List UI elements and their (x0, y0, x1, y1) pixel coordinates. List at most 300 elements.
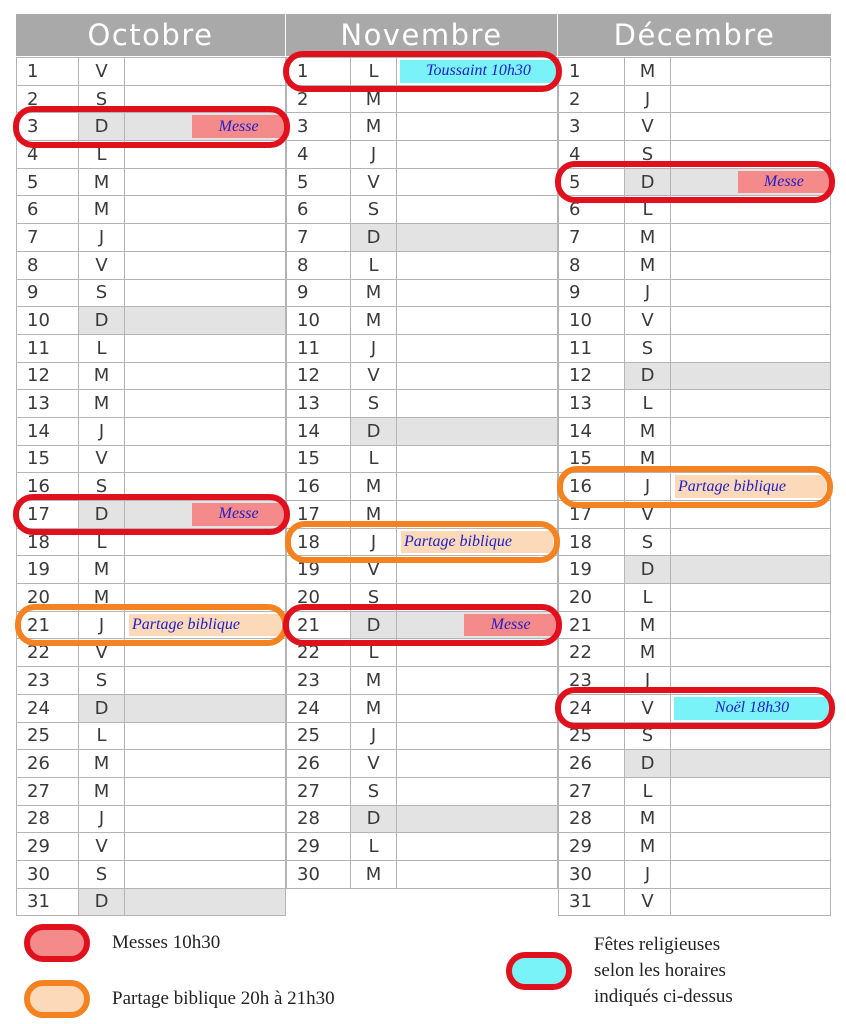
day-number: 28 (287, 805, 351, 833)
weekday-letter: J (625, 667, 671, 695)
day-row (559, 334, 831, 362)
day-row (287, 805, 558, 833)
event-cell (671, 639, 831, 667)
day-row (287, 501, 558, 529)
day-row (17, 611, 286, 639)
day-number: 21 (287, 611, 351, 639)
day-number: 2 (287, 85, 351, 113)
weekday-letter: L (625, 390, 671, 418)
day-number: 1 (559, 58, 625, 86)
day-row (559, 805, 831, 833)
messe-event-label: Messe (192, 503, 285, 526)
day-number: 16 (287, 473, 351, 501)
weekday-letter: V (351, 168, 397, 196)
messe-event-label: Messe (192, 115, 285, 138)
day-number: 15 (287, 445, 351, 473)
day-number: 6 (17, 196, 79, 224)
weekday-letter: D (79, 694, 125, 722)
event-cell (125, 611, 286, 639)
weekday-letter: M (79, 196, 125, 224)
day-number: 15 (559, 445, 625, 473)
day-number: 11 (17, 334, 79, 362)
day-row (17, 251, 286, 279)
day-number: 6 (559, 196, 625, 224)
day-row (17, 805, 286, 833)
event-cell (125, 722, 286, 750)
fete-event-label: Toussaint 10h30 (400, 60, 557, 83)
day-row (287, 168, 558, 196)
event-cell (397, 473, 558, 501)
day-number: 7 (17, 224, 79, 252)
day-row (287, 528, 558, 556)
day-number: 4 (559, 141, 625, 169)
weekday-letter: L (625, 196, 671, 224)
event-cell (125, 860, 286, 888)
day-number: 17 (17, 501, 79, 529)
event-cell (671, 888, 831, 916)
day-row (17, 501, 286, 529)
weekday-letter: M (79, 584, 125, 612)
event-cell (397, 334, 558, 362)
event-cell (671, 556, 831, 584)
event-cell (397, 694, 558, 722)
event-cell (125, 833, 286, 861)
weekday-letter: V (351, 750, 397, 778)
day-row (17, 584, 286, 612)
weekday-letter: J (79, 805, 125, 833)
day-number: 27 (287, 777, 351, 805)
day-number: 5 (287, 168, 351, 196)
day-row (559, 833, 831, 861)
weekday-letter: J (351, 141, 397, 169)
day-row (559, 694, 831, 722)
day-number: 27 (17, 777, 79, 805)
day-number: 20 (559, 584, 625, 612)
weekday-letter: M (79, 750, 125, 778)
event-cell (671, 528, 831, 556)
weekday-letter: L (625, 584, 671, 612)
calendar-novembre (286, 57, 558, 889)
event-cell (671, 501, 831, 529)
event-cell (397, 501, 558, 529)
weekday-letter: M (79, 556, 125, 584)
event-cell (125, 168, 286, 196)
weekday-letter: L (79, 722, 125, 750)
day-number: 6 (287, 196, 351, 224)
messe-event-label: Messe (464, 614, 557, 637)
day-number: 5 (17, 168, 79, 196)
weekday-letter: V (79, 58, 125, 86)
event-cell (671, 224, 831, 252)
day-number: 10 (287, 307, 351, 335)
weekday-letter: V (625, 113, 671, 141)
weekday-letter: D (79, 888, 125, 916)
event-cell (397, 168, 558, 196)
day-number: 30 (17, 860, 79, 888)
day-number: 25 (559, 722, 625, 750)
day-row (559, 224, 831, 252)
event-cell (397, 279, 558, 307)
weekday-letter: D (79, 113, 125, 141)
day-number: 16 (559, 473, 625, 501)
day-row (559, 279, 831, 307)
day-row (287, 58, 558, 86)
day-row (17, 722, 286, 750)
event-cell (397, 362, 558, 390)
day-row (559, 141, 831, 169)
event-cell (397, 860, 558, 888)
event-cell (671, 833, 831, 861)
event-cell (125, 473, 286, 501)
day-row (559, 58, 831, 86)
event-cell (397, 556, 558, 584)
day-row (287, 390, 558, 418)
day-row (559, 196, 831, 224)
event-cell (671, 196, 831, 224)
day-row (17, 362, 286, 390)
weekday-letter: J (79, 611, 125, 639)
day-number: 29 (287, 833, 351, 861)
day-number: 19 (559, 556, 625, 584)
day-number: 8 (559, 251, 625, 279)
weekday-letter: M (625, 639, 671, 667)
day-number: 23 (17, 667, 79, 695)
day-number: 11 (559, 334, 625, 362)
day-row (559, 390, 831, 418)
partage-event-label: Partage biblique (675, 475, 826, 498)
event-cell (671, 750, 831, 778)
weekday-letter: J (625, 473, 671, 501)
event-cell (671, 473, 831, 501)
weekday-letter: M (351, 667, 397, 695)
fete-event-label: Noël 18h30 (674, 697, 830, 720)
day-number: 7 (559, 224, 625, 252)
month-header-decembre: Décembre (558, 14, 831, 56)
day-row (287, 860, 558, 888)
event-cell (125, 307, 286, 335)
weekday-letter: L (351, 58, 397, 86)
legend-fetes-text (594, 932, 733, 1010)
legend-partage-label: Partage biblique 20h à 21h30 (112, 988, 335, 1009)
legend-messes-label: Messes 10h30 (112, 932, 221, 953)
event-cell (397, 805, 558, 833)
day-number: 12 (17, 362, 79, 390)
weekday-letter: S (79, 860, 125, 888)
partage-event-label: Partage biblique (401, 531, 553, 554)
day-row (17, 667, 286, 695)
day-row (287, 334, 558, 362)
day-row (17, 196, 286, 224)
event-cell (397, 58, 558, 86)
event-cell (671, 611, 831, 639)
day-row (287, 584, 558, 612)
day-number: 16 (17, 473, 79, 501)
day-row (559, 528, 831, 556)
day-number: 25 (287, 722, 351, 750)
day-number: 23 (559, 667, 625, 695)
weekday-letter: V (625, 888, 671, 916)
weekday-letter: M (625, 417, 671, 445)
event-cell (397, 141, 558, 169)
day-number: 1 (287, 58, 351, 86)
event-cell (397, 445, 558, 473)
day-number: 24 (17, 694, 79, 722)
weekday-letter: M (351, 307, 397, 335)
event-cell (125, 556, 286, 584)
legend-partage-swatch (24, 980, 90, 1018)
day-number: 15 (17, 445, 79, 473)
day-number: 12 (559, 362, 625, 390)
weekday-letter: D (625, 168, 671, 196)
day-number: 29 (559, 833, 625, 861)
day-row (287, 445, 558, 473)
event-cell (125, 584, 286, 612)
weekday-letter: J (79, 417, 125, 445)
event-cell (671, 417, 831, 445)
day-row (287, 362, 558, 390)
weekday-letter: S (79, 473, 125, 501)
day-row (559, 417, 831, 445)
event-cell (397, 251, 558, 279)
event-cell (671, 390, 831, 418)
day-row (559, 362, 831, 390)
event-cell (125, 58, 286, 86)
event-cell (397, 584, 558, 612)
calendar-octobre (16, 57, 286, 916)
day-row (559, 307, 831, 335)
event-cell (125, 694, 286, 722)
weekday-letter: V (625, 501, 671, 529)
event-cell (125, 251, 286, 279)
weekday-letter: M (625, 833, 671, 861)
event-cell (671, 694, 831, 722)
event-cell (397, 639, 558, 667)
weekday-letter: M (351, 279, 397, 307)
weekday-letter: L (625, 777, 671, 805)
day-row (287, 833, 558, 861)
day-row (559, 251, 831, 279)
event-cell (397, 196, 558, 224)
day-row (17, 85, 286, 113)
event-cell (397, 113, 558, 141)
day-row (17, 307, 286, 335)
day-row (559, 584, 831, 612)
day-row (287, 473, 558, 501)
weekday-letter: D (79, 501, 125, 529)
weekday-letter: S (351, 584, 397, 612)
weekday-letter: M (625, 805, 671, 833)
weekday-letter: M (625, 58, 671, 86)
weekday-letter: S (625, 141, 671, 169)
day-row (17, 417, 286, 445)
day-row (17, 694, 286, 722)
day-number: 5 (559, 168, 625, 196)
weekday-letter: M (351, 473, 397, 501)
weekday-letter: V (351, 362, 397, 390)
day-number: 26 (287, 750, 351, 778)
legend-fetes-line2: selon les horaires (594, 960, 726, 981)
event-cell (125, 279, 286, 307)
day-row (559, 473, 831, 501)
event-cell (397, 833, 558, 861)
day-row (17, 279, 286, 307)
weekday-letter: J (625, 85, 671, 113)
weekday-letter: M (79, 362, 125, 390)
weekday-letter: J (351, 334, 397, 362)
weekday-letter: D (625, 750, 671, 778)
weekday-letter: S (351, 196, 397, 224)
day-number: 14 (559, 417, 625, 445)
day-row (287, 279, 558, 307)
weekday-letter: L (351, 639, 397, 667)
day-number: 24 (287, 694, 351, 722)
day-number: 4 (287, 141, 351, 169)
event-cell (125, 639, 286, 667)
weekday-letter: V (79, 639, 125, 667)
day-row (287, 556, 558, 584)
day-number: 7 (287, 224, 351, 252)
event-cell (125, 888, 286, 916)
weekday-letter: D (351, 805, 397, 833)
day-row (17, 445, 286, 473)
weekday-letter: D (625, 362, 671, 390)
partage-event-label: Partage biblique (129, 614, 281, 637)
day-number: 10 (559, 307, 625, 335)
calendar-decembre (558, 57, 831, 916)
day-number: 18 (287, 528, 351, 556)
day-row (17, 528, 286, 556)
event-cell (671, 362, 831, 390)
day-number: 30 (559, 860, 625, 888)
day-row (287, 113, 558, 141)
event-cell (125, 805, 286, 833)
day-row (287, 750, 558, 778)
weekday-letter: S (79, 279, 125, 307)
event-cell (125, 113, 286, 141)
day-row (287, 141, 558, 169)
event-cell (671, 58, 831, 86)
messe-event-label: Messe (738, 171, 830, 194)
day-number: 26 (559, 750, 625, 778)
event-cell (125, 501, 286, 529)
weekday-letter: J (351, 528, 397, 556)
event-cell (125, 777, 286, 805)
day-row (287, 417, 558, 445)
day-number: 19 (287, 556, 351, 584)
day-row (17, 777, 286, 805)
weekday-letter: S (351, 390, 397, 418)
weekday-letter: D (351, 224, 397, 252)
event-cell (397, 667, 558, 695)
day-number: 28 (559, 805, 625, 833)
month-header-novembre: Novembre (286, 14, 557, 56)
day-row (287, 251, 558, 279)
event-cell (397, 390, 558, 418)
day-number: 1 (17, 58, 79, 86)
day-row (287, 196, 558, 224)
day-number: 8 (287, 251, 351, 279)
day-row (287, 639, 558, 667)
legend-fete-swatch (506, 952, 572, 990)
day-number: 19 (17, 556, 79, 584)
day-number: 3 (559, 113, 625, 141)
day-row (287, 611, 558, 639)
event-cell (671, 251, 831, 279)
weekday-letter: D (79, 307, 125, 335)
day-number: 18 (559, 528, 625, 556)
day-number: 28 (17, 805, 79, 833)
weekday-letter: S (625, 528, 671, 556)
event-cell (671, 279, 831, 307)
day-row (287, 722, 558, 750)
day-number: 13 (17, 390, 79, 418)
day-number: 31 (17, 888, 79, 916)
weekday-letter: J (351, 722, 397, 750)
day-row (559, 667, 831, 695)
event-cell (671, 584, 831, 612)
day-number: 3 (17, 113, 79, 141)
day-number: 3 (287, 113, 351, 141)
day-number: 31 (559, 888, 625, 916)
day-number: 25 (17, 722, 79, 750)
weekday-letter: S (625, 722, 671, 750)
day-row (559, 777, 831, 805)
legend-fetes-line1: Fêtes religieuses (594, 934, 721, 955)
weekday-letter: M (625, 445, 671, 473)
event-cell (671, 307, 831, 335)
weekday-letter: M (625, 251, 671, 279)
day-number: 4 (17, 141, 79, 169)
day-number: 27 (559, 777, 625, 805)
day-row (559, 556, 831, 584)
day-number: 9 (559, 279, 625, 307)
month-header-octobre: Octobre (16, 14, 285, 56)
day-number: 2 (17, 85, 79, 113)
day-row (17, 390, 286, 418)
day-number: 29 (17, 833, 79, 861)
day-number: 2 (559, 85, 625, 113)
day-row (559, 860, 831, 888)
weekday-letter: S (351, 777, 397, 805)
day-number: 22 (287, 639, 351, 667)
day-row (17, 113, 286, 141)
day-row (287, 85, 558, 113)
weekday-letter: V (79, 251, 125, 279)
day-row (17, 556, 286, 584)
day-number: 14 (287, 417, 351, 445)
event-cell (671, 860, 831, 888)
day-number: 9 (17, 279, 79, 307)
event-cell (671, 85, 831, 113)
event-cell (125, 445, 286, 473)
weekday-letter: L (79, 334, 125, 362)
weekday-letter: V (625, 694, 671, 722)
event-cell (397, 85, 558, 113)
event-cell (125, 667, 286, 695)
weekday-letter: V (79, 445, 125, 473)
event-cell (397, 224, 558, 252)
weekday-letter: J (79, 224, 125, 252)
day-row (559, 445, 831, 473)
day-number: 22 (17, 639, 79, 667)
day-number: 13 (287, 390, 351, 418)
day-row (559, 113, 831, 141)
day-row (17, 224, 286, 252)
weekday-letter: J (625, 860, 671, 888)
weekday-letter: M (351, 113, 397, 141)
day-row (559, 750, 831, 778)
day-number: 18 (17, 528, 79, 556)
